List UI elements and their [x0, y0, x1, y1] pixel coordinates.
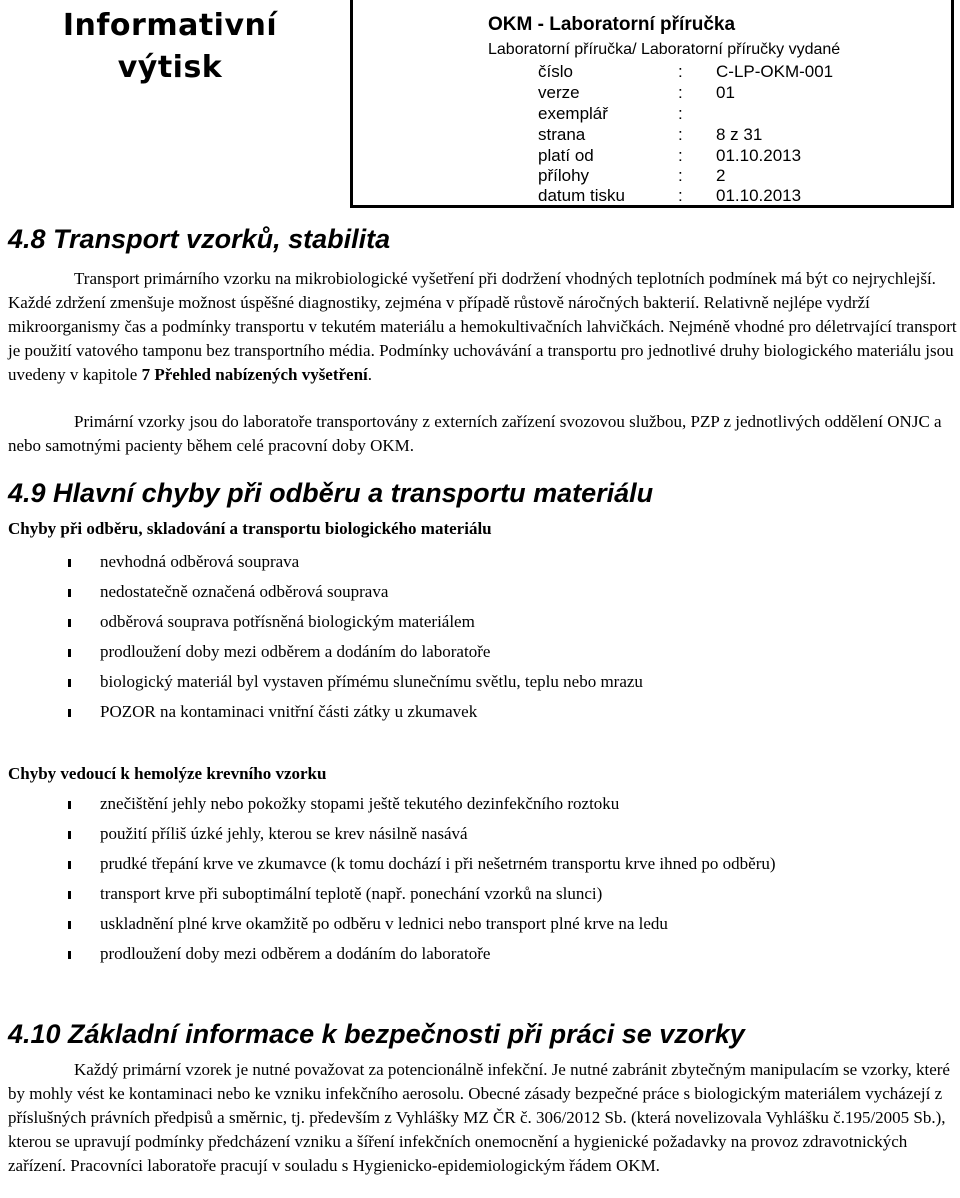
paragraph-text: Transport primárního vzorku na mikrobiologické vyšetření při dodržení vhodných teplotních podmínek má být co nejrychlejší. Každé zdržení zmenšuje možnost úspěšné diagnostiky, zejména v případě růstově náročných bakterií. Relativně nejlépe vydrží mikroorganismy čas a podmínky transportu v tekutém materiálu a hemokultivačních lahvičkách. Nejméně vhodné pro déletrvající transport je použití vatového tamponu bez transportního média. Podmínky uchovávání a transportu pro jednotlivé druhy biologického materiálu jsou uvedeny v kapitole: [8, 269, 957, 384]
section-heading-4-9: 4.9 Hlavní chyby při odběru a transportu materiálu: [8, 478, 654, 508]
bullet-marker: [68, 619, 71, 627]
chapter-reference: 7 Přehled nabízených vyšetření: [141, 365, 368, 384]
header-field-label: verze: [538, 83, 580, 102]
section-4-8-paragraph-2: [8, 410, 958, 458]
header-field-value: 01: [716, 83, 735, 102]
header-field-label: platí od: [538, 146, 594, 165]
section-4-10-paragraph: [8, 1058, 958, 1178]
bullet-marker: [68, 831, 71, 839]
stamp-line-2: výtisk: [117, 50, 223, 85]
header-field-sep: :: [678, 166, 683, 185]
header-field-value: 8 z 31: [716, 125, 763, 144]
paragraph-text: Každý primární vzorek je nutné považovat za potencionálně infekční. Je nutné zabránit zbytečným manipulacím se vzorky, které by mohly vést ke kontaminaci nebo ke vzniku infekčního aerosolu. Obecné zásady bezpečné práce s biologickým materiálem vycházejí z příslušných právních předpisů a směrnic, tj. především z Vyhlášky MZ ČR č. 306/2012 Sb. (která novelizovala Vyhlášku č.195/2005 Sb.), kterou se upravují podmínky předcházení vzniku a šíření infekčních onemocnění a hygienické požadavky na provoz zdravotnických zařízení. Pracovníci laboratoře pracují v souladu s Hygienicko-epidemiologickým řádem OKM.: [8, 1060, 950, 1175]
header-field-value: 2: [716, 166, 726, 185]
header-field-label: strana: [538, 125, 586, 144]
header-field-value: 01.10.2013: [716, 146, 802, 165]
bullet-marker: [68, 861, 71, 869]
document-header-box: [350, 0, 954, 208]
header-field-label: číslo: [538, 62, 573, 81]
header-field-sep: :: [678, 62, 683, 81]
stamp-line-1: Informativní: [62, 8, 278, 43]
header-subtitle: Laboratorní příručka/ Laboratorní příručky vydané: [488, 41, 841, 58]
bullet-marker: [68, 589, 71, 597]
header-field-sep: :: [678, 186, 683, 205]
bullet-marker: [68, 921, 71, 929]
header-field-sep: :: [678, 83, 683, 102]
bullet-marker: [68, 649, 71, 657]
header-field-value: C-LP-OKM-001: [716, 62, 834, 81]
header-field-sep: :: [678, 104, 683, 123]
subheading-collection-errors: Chyby při odběru, skladování a transportu biologického materiálu: [8, 519, 492, 538]
header-field-value: 01.10.2013: [716, 186, 802, 205]
informative-copy-stamp: [0, 0, 330, 120]
paragraph-end: .: [367, 365, 373, 384]
bullet-marker: [68, 801, 71, 809]
section-heading-4-8: 4.8 Transport vzorků, stabilita: [8, 224, 391, 254]
header-field-label: datum tisku: [538, 186, 625, 205]
bullet-marker: [68, 709, 71, 717]
section-4-8-paragraph-1: [8, 267, 958, 387]
bullet-marker: [68, 559, 71, 567]
bullet-marker: [68, 679, 71, 687]
header-field-label: exemplář: [538, 104, 608, 123]
header-field-sep: :: [678, 125, 683, 144]
subheading-hemolysis-errors: Chyby vedoucí k hemolýze krevního vzorku: [8, 764, 327, 783]
section-heading-4-10: 4.10 Základní informace k bezpečnosti při práci se vzorky: [8, 1019, 745, 1049]
paragraph-text: Primární vzorky jsou do laboratoře transportovány z externích zařízení svozovou službou, PZP z jednotlivých oddělení ONJC a nebo samotnými pacienty během celé pracovní doby OKM.: [8, 412, 942, 455]
header-field-sep: :: [678, 146, 683, 165]
bullet-marker: [68, 951, 71, 959]
bullet-marker: [68, 891, 71, 899]
header-field-label: přílohy: [538, 166, 590, 185]
header-title: OKM - Laboratorní příručka: [488, 14, 736, 35]
